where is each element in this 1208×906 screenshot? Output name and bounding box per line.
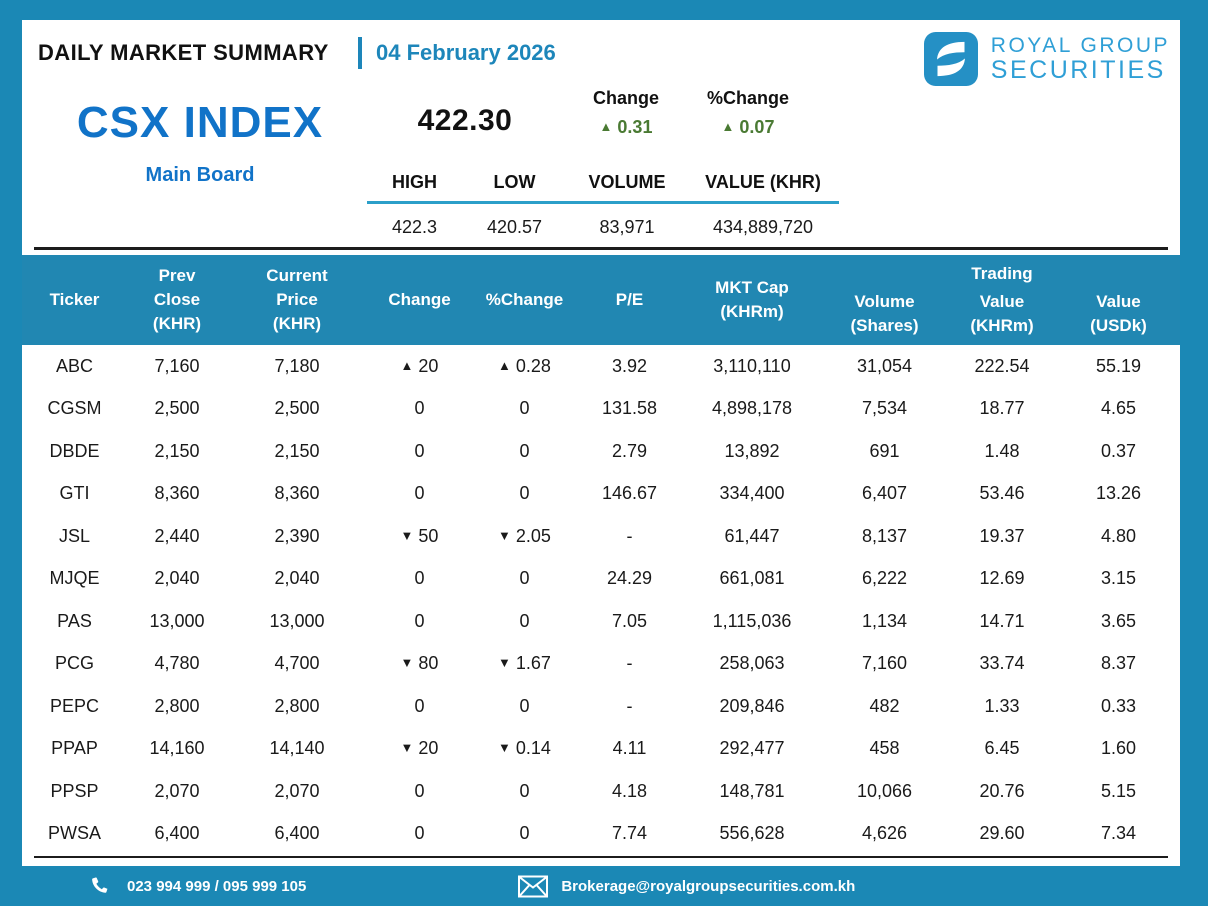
table-row: [22, 345, 1180, 388]
cell-mktcap: 61,447: [724, 525, 780, 546]
cell-ticker: ABC: [55, 355, 93, 376]
cell-mktcap: 13,892: [724, 440, 780, 461]
cell-tradval: 33.74: [979, 653, 1025, 674]
stat-header-low: LOW: [493, 172, 536, 192]
cell-pct: ▼ 1.67: [498, 653, 551, 674]
cell-tradval: 1.33: [984, 695, 1020, 716]
cell-current: 2,500: [274, 398, 320, 419]
column-header-mktcap: MKT Cap (KHRm): [715, 277, 789, 321]
column-header-prev: Prev Close (KHR): [152, 265, 202, 334]
down-triangle-icon: ▼: [498, 655, 511, 671]
cell-usdk: 3.15: [1100, 568, 1137, 589]
cell-mktcap: 4,898,178: [711, 398, 793, 419]
top-divider-line: [34, 247, 1168, 250]
cell-pct: ▲ 0.28: [498, 355, 551, 376]
cell-pe: 131.58: [601, 398, 658, 419]
column-header-tradval: Trading Value (KHRm): [970, 264, 1034, 335]
stat-header-volume: VOLUME: [588, 172, 666, 192]
page-title: DAILY MARKET SUMMARY: [38, 40, 329, 65]
up-triangle-icon: ▲: [721, 119, 735, 134]
cell-mktcap: 209,846: [719, 695, 785, 716]
cell-volume: 7,160: [861, 653, 908, 674]
cell-volume: 482: [869, 695, 900, 716]
cell-pe: 7.74: [611, 823, 648, 844]
column-header-volume: Volume (Shares): [850, 291, 919, 335]
cell-change: ▼ 80: [400, 653, 439, 674]
cell-ticker: PAS: [57, 610, 92, 631]
title-date-separator: [358, 37, 362, 69]
cell-ticker: PPSP: [50, 780, 99, 801]
report-date: 04 February 2026: [376, 40, 556, 65]
table-row: [22, 728, 1180, 771]
index-value: 422.30: [417, 104, 513, 137]
cell-volume: 8,137: [861, 525, 908, 546]
cell-tradval: 19.37: [979, 525, 1025, 546]
column-header-current: Current Price (KHR): [266, 265, 328, 334]
cell-prev: 2,070: [154, 780, 200, 801]
index-change-value: [568, 117, 684, 138]
phone-icon: [88, 873, 114, 899]
envelope-icon: [518, 875, 548, 898]
cell-pe: 24.29: [606, 568, 653, 589]
index-board: Main Board: [145, 164, 255, 186]
cell-volume: 31,054: [856, 355, 913, 376]
index-stats-headers: [367, 172, 839, 204]
footer-bar: [0, 866, 1208, 906]
cell-current: 14,140: [269, 738, 325, 759]
cell-current: 2,070: [274, 780, 320, 801]
cell-change: ▲ 20: [400, 355, 439, 376]
cell-ticker: PEPC: [49, 695, 100, 716]
up-triangle-icon: ▲: [400, 357, 414, 373]
cell-pct: 0: [519, 823, 530, 844]
cell-prev: 7,160: [154, 355, 200, 376]
cell-usdk: 5.15: [1100, 780, 1137, 801]
cell-pe: -: [626, 695, 633, 716]
brand-name-line2: SECURITIES: [990, 55, 1166, 84]
table-row: [22, 813, 1180, 856]
cell-volume: 4,626: [861, 823, 908, 844]
column-header-pct: %Change: [485, 289, 564, 309]
cell-change: 0: [414, 483, 425, 504]
cell-tradval: 14.71: [979, 610, 1025, 631]
cell-usdk: 4.80: [1100, 525, 1137, 546]
cell-current: 2,390: [274, 525, 320, 546]
footer-email-group: [518, 875, 855, 898]
cell-pct: 0: [519, 483, 530, 504]
column-header-change: Change: [388, 289, 451, 309]
down-triangle-icon: ▼: [498, 527, 511, 543]
cell-pe: 4.11: [612, 738, 647, 759]
cell-change: 0: [414, 823, 425, 844]
cell-prev: 13,000: [149, 610, 205, 631]
cell-ticker: PPAP: [51, 738, 98, 759]
cell-mktcap: 3,110,110: [713, 355, 791, 376]
cell-volume: 458: [869, 738, 900, 759]
cell-usdk: 4.65: [1100, 398, 1137, 419]
cell-ticker: MJQE: [49, 568, 100, 589]
cell-pe: 2.79: [611, 440, 648, 461]
brand-name-line1: ROYAL GROUP: [990, 34, 1170, 58]
cell-volume: 6,407: [861, 483, 908, 504]
cell-prev: 6,400: [154, 823, 200, 844]
up-triangle-icon: ▲: [498, 357, 511, 373]
cell-pe: -: [626, 653, 633, 674]
cell-prev: 2,040: [154, 568, 200, 589]
index-pct-change-label: %Change: [706, 88, 789, 108]
royal-group-securities-logo-icon: [924, 32, 978, 86]
cell-change: 0: [414, 568, 425, 589]
footer-email: Brokerage@royalgroupsecurities.com.kh: [561, 877, 856, 895]
cell-pe: 3.92: [611, 355, 648, 376]
cell-volume: 10,066: [856, 780, 913, 801]
cell-current: 6,400: [274, 823, 320, 844]
cell-change: 0: [414, 440, 425, 461]
index-stats: [367, 172, 839, 238]
cell-volume: 691: [869, 440, 900, 461]
footer-phone-group: [88, 873, 306, 899]
cell-change: ▼ 20: [400, 738, 439, 759]
cell-pct: 0: [519, 398, 530, 419]
index-pct-change-number: 0.07: [739, 117, 775, 137]
footer-phone: 023 994 999 / 095 999 105: [127, 877, 307, 895]
table-row: [22, 473, 1180, 516]
cell-ticker: GTI: [59, 483, 90, 504]
cell-usdk: 55.19: [1095, 355, 1142, 376]
cell-tradval: 53.46: [979, 483, 1025, 504]
cell-current: 7,180: [274, 355, 320, 376]
cell-tradval: 20.76: [979, 780, 1025, 801]
table-row: [22, 643, 1180, 686]
cell-pct: ▼ 2.05: [498, 525, 551, 546]
cell-pct: 0: [519, 440, 530, 461]
cell-pct: 0: [519, 568, 530, 589]
cell-mktcap: 1,115,036: [712, 610, 792, 631]
cell-ticker: PCG: [54, 653, 94, 674]
column-header-pe: P/E: [615, 289, 644, 309]
cell-change: 0: [414, 695, 425, 716]
stat-value-volume: 83,971: [599, 217, 655, 237]
cell-tradval: 1.48: [984, 440, 1020, 461]
down-triangle-icon: ▼: [400, 740, 414, 756]
cell-prev: 2,500: [154, 398, 200, 419]
bottom-divider-line: [34, 856, 1168, 858]
index-name: CSX INDEX: [76, 98, 324, 147]
table-row: [22, 515, 1180, 558]
cell-ticker: JSL: [58, 525, 91, 546]
down-triangle-icon: ▼: [400, 655, 414, 671]
index-stats-values: [367, 204, 839, 238]
table-body: [22, 345, 1180, 855]
cell-pe: 7.05: [611, 610, 648, 631]
cell-current: 13,000: [269, 610, 325, 631]
table-row: [22, 770, 1180, 813]
index-pct-change-value: [680, 117, 816, 138]
cell-pe: -: [626, 525, 633, 546]
index-pct-change: [680, 88, 816, 138]
cell-usdk: 0.33: [1100, 695, 1137, 716]
cell-change: 0: [414, 398, 425, 419]
stat-header-value: VALUE (KHR): [705, 172, 821, 192]
cell-ticker: CGSM: [47, 398, 102, 419]
cell-current: 2,150: [274, 440, 320, 461]
cell-mktcap: 661,081: [719, 568, 785, 589]
table-row: [22, 388, 1180, 431]
cell-pct: 0: [519, 780, 530, 801]
cell-current: 2,800: [274, 695, 320, 716]
index-change-number: 0.31: [617, 117, 653, 137]
cell-ticker: PWSA: [47, 823, 101, 844]
report-card: [22, 20, 1180, 866]
stat-value-high: 422.3: [391, 217, 438, 237]
table-row: [22, 558, 1180, 601]
column-header-ticker: Ticker: [49, 289, 100, 309]
cell-current: 4,700: [274, 653, 320, 674]
cell-ticker: DBDE: [49, 440, 100, 461]
cell-usdk: 8.37: [1100, 653, 1137, 674]
cell-change: 0: [414, 610, 425, 631]
brand-name: [991, 35, 1170, 83]
cell-mktcap: 148,781: [719, 780, 785, 801]
cell-prev: 2,800: [154, 695, 200, 716]
cell-prev: 2,150: [154, 440, 200, 461]
brand-logo: [924, 32, 1170, 86]
cell-usdk: 0.37: [1100, 440, 1137, 461]
cell-prev: 2,440: [154, 525, 200, 546]
index-change: [568, 88, 684, 138]
cell-pe: 4.18: [611, 780, 648, 801]
cell-prev: 8,360: [154, 483, 200, 504]
cell-mktcap: 556,628: [719, 823, 785, 844]
cell-pct: 0: [519, 695, 530, 716]
cell-pct: 0: [519, 610, 530, 631]
cell-tradval: 222.54: [974, 355, 1030, 376]
table-row: [22, 685, 1180, 728]
cell-pct: ▼ 0.14: [498, 738, 551, 759]
cell-mktcap: 292,477: [719, 738, 785, 759]
cell-prev: 4,780: [154, 653, 200, 674]
cell-usdk: 13.26: [1095, 483, 1142, 504]
cell-change: 0: [414, 780, 425, 801]
cell-usdk: 1.60: [1100, 738, 1137, 759]
index-change-label: Change: [592, 88, 659, 108]
stat-value-low: 420.57: [486, 217, 543, 237]
cell-usdk: 3.65: [1100, 610, 1137, 631]
cell-usdk: 7.34: [1100, 823, 1137, 844]
column-header-usdk: Value (USDk): [1090, 291, 1147, 335]
cell-mktcap: 258,063: [719, 653, 785, 674]
cell-volume: 1,134: [861, 610, 908, 631]
cell-pe: 146.67: [601, 483, 658, 504]
cell-change: ▼ 50: [400, 525, 439, 546]
cell-mktcap: 334,400: [719, 483, 785, 504]
cell-current: 2,040: [274, 568, 320, 589]
down-triangle-icon: ▼: [498, 740, 511, 756]
cell-tradval: 6.45: [984, 738, 1020, 759]
market-table: [22, 255, 1180, 855]
table-row: [22, 430, 1180, 473]
cell-tradval: 18.77: [979, 398, 1025, 419]
stat-header-high: HIGH: [392, 172, 437, 192]
up-triangle-icon: ▲: [599, 119, 613, 134]
stat-value-value: 434,889,720: [712, 217, 814, 237]
cell-current: 8,360: [274, 483, 320, 504]
down-triangle-icon: ▼: [400, 527, 414, 543]
cell-tradval: 29.60: [979, 823, 1025, 844]
table-header-row: [22, 255, 1180, 345]
cell-volume: 6,222: [861, 568, 908, 589]
cell-tradval: 12.69: [979, 568, 1025, 589]
cell-volume: 7,534: [861, 398, 908, 419]
cell-prev: 14,160: [149, 738, 205, 759]
table-row: [22, 600, 1180, 643]
